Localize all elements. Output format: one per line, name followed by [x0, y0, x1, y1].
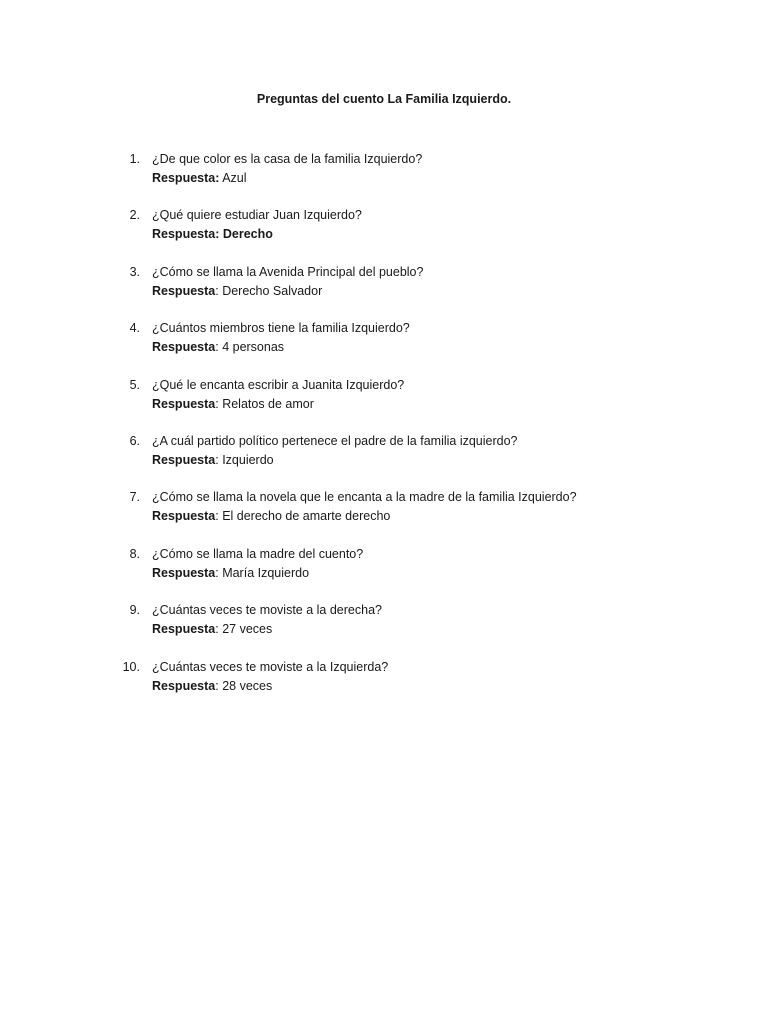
answer-line	[152, 507, 390, 526]
question-number: 3.	[129, 264, 140, 279]
question-number: 6.	[129, 433, 140, 448]
answer-line	[152, 282, 322, 301]
question-item	[0, 376, 768, 432]
answer-label: Respuesta	[152, 622, 216, 637]
question-text: ¿Qué le encanta escribir a Juanita Izquierdo?	[152, 377, 405, 392]
answer-label: Respuesta	[152, 227, 216, 242]
question-list	[0, 150, 768, 714]
answer-label: Respuesta	[152, 340, 216, 355]
question-text: ¿Cómo se llama la Avenida Principal del pueblo?	[152, 264, 424, 279]
answer-separator: :	[215, 171, 220, 185]
answer-line	[152, 451, 274, 470]
answer-value: Relatos de amor	[218, 396, 314, 411]
question-item	[0, 601, 768, 657]
question-text: ¿A cuál partido político pertenece el padre de la familia izquierdo?	[152, 433, 518, 448]
answer-label: Respuesta	[152, 283, 216, 298]
answer-label: Respuesta	[152, 509, 216, 524]
answer-value: María Izquierdo	[218, 565, 310, 580]
answer-label: Respuesta	[152, 452, 216, 467]
answer-separator: :	[215, 340, 219, 355]
question-text: ¿Cuántos miembros tiene la familia Izquierdo?	[152, 321, 410, 336]
answer-line	[152, 677, 272, 696]
question-item	[0, 206, 768, 262]
answer-separator: :	[215, 396, 219, 411]
answer-label: Respuesta	[152, 396, 216, 411]
question-number: 4.	[129, 321, 140, 336]
answer-label: Respuesta	[152, 565, 216, 580]
question-text: ¿Qué quiere estudiar Juan Izquierdo?	[152, 208, 362, 223]
question-number: 2.	[129, 208, 140, 223]
question-item	[0, 432, 768, 488]
answer-separator: :	[215, 678, 219, 693]
question-number: 7.	[129, 490, 140, 505]
answer-separator: :	[215, 622, 219, 637]
answer-separator: :	[215, 452, 219, 467]
question-item	[0, 488, 768, 544]
question-text: ¿Cuántas veces te moviste a la derecha?	[152, 603, 382, 618]
question-number: 1.	[129, 152, 140, 166]
question-item	[0, 658, 768, 714]
answer-value: 4 personas	[218, 340, 285, 355]
answer-value: Derecho Salvador	[218, 283, 323, 298]
answer-line	[152, 564, 309, 583]
answer-separator: :	[215, 283, 219, 298]
question-number: 5.	[129, 377, 140, 392]
answer-value: 27 veces	[218, 622, 273, 637]
answer-separator: :	[215, 509, 219, 524]
answer-value: Derecho	[219, 227, 273, 242]
question-item	[0, 150, 768, 206]
answer-label: Respuesta	[152, 678, 216, 693]
question-item	[0, 545, 768, 601]
answer-value: Azul	[219, 171, 247, 185]
question-number: 8.	[129, 546, 140, 561]
document-title: Preguntas del cuento La Familia Izquierdo.	[256, 92, 512, 106]
question-item	[0, 319, 768, 375]
answer-separator: :	[215, 565, 219, 580]
answer-separator: :	[215, 227, 220, 242]
answer-line	[152, 225, 273, 244]
question-text: ¿De que color es la casa de la familia Izquierdo?	[152, 152, 423, 166]
question-number: 10.	[122, 659, 140, 674]
question-number: 9.	[129, 603, 140, 618]
question-item	[0, 263, 768, 319]
question-text: ¿Cómo se llama la madre del cuento?	[152, 546, 364, 561]
answer-line	[152, 338, 284, 357]
answer-label: Respuesta	[152, 171, 216, 185]
question-text: ¿Cuántas veces te moviste a la Izquierda?	[152, 659, 389, 674]
answer-value: Izquierdo	[218, 452, 274, 467]
answer-value: El derecho de amarte derecho	[218, 509, 391, 524]
answer-line	[152, 395, 314, 414]
answer-line	[152, 620, 272, 639]
answer-line	[152, 169, 247, 188]
answer-value: 28 veces	[218, 678, 273, 693]
question-text: ¿Cómo se llama la novela que le encanta a la madre de la familia Izquierdo?	[152, 490, 577, 505]
